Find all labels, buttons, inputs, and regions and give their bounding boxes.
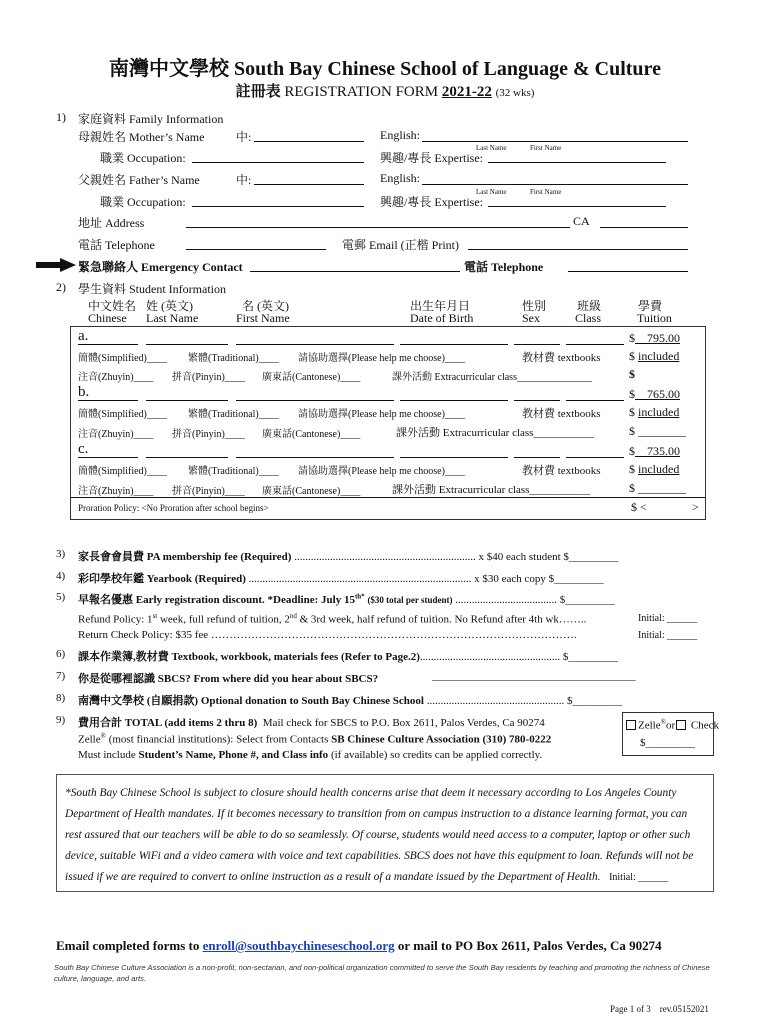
- father-first-name-hint: First Name: [530, 188, 562, 196]
- col-chinese: Chinese: [88, 311, 127, 325]
- father-expertise-field[interactable]: [488, 206, 666, 207]
- must-include-note: Must include Student’s Name, Phone #, and Class info (if available) so credits can be applied correctly.: [78, 749, 543, 761]
- zip-field[interactable]: [600, 227, 688, 228]
- student-b-pinyin[interactable]: 拼音(Pinyin)____: [172, 429, 245, 440]
- student-b-textbooks-amount: $ included: [629, 405, 680, 419]
- student-a-zhuyin[interactable]: 注音(Zhuyin)____: [78, 372, 154, 383]
- student-c-sex-field[interactable]: [514, 457, 560, 458]
- proration-amount-open: $ <: [631, 500, 647, 514]
- section-1-number: 1): [56, 110, 66, 124]
- refund-policy: Refund Policy: 1st week, full refund of tuition, 2nd & 3rd week, half refund of tuition. No Refund after 4th wk……..: [78, 612, 587, 626]
- student-c-textbooks-amount: $ included: [629, 462, 680, 476]
- item-8-donation: 南灣中文學校 (自願捐款) Optional donation to South Bay Chinese School .................................................. $_________: [78, 695, 622, 707]
- email-field[interactable]: [468, 249, 688, 250]
- mother-expertise-field[interactable]: [488, 162, 666, 163]
- section-1-title: 家庭資料 Family Information: [78, 112, 224, 126]
- item-9-total: 費用合計 TOTAL (add items 2 thru 8) Mail check for SBCS to P.O. Box 2611, Palos Verdes, Ca 90274: [78, 717, 545, 729]
- emergency-phone-field[interactable]: [568, 271, 688, 272]
- email-instructions: Email completed forms to enroll@southbaychineseschool.org or mail to PO Box 2611, Palos Verdes, Ca 90274: [56, 938, 662, 953]
- zelle-checkbox[interactable]: [626, 720, 636, 730]
- student-a-sex-field[interactable]: [514, 344, 560, 345]
- form-subtitle: 註冊表 REGISTRATION FORM 2021-22 (32 wks): [235, 84, 535, 100]
- student-a-pinyin[interactable]: 拼音(Pinyin)____: [172, 372, 245, 383]
- state-label: CA: [573, 214, 590, 228]
- item-5-early-discount: 早報名優惠 Early registration discount. *Deadline: July $15^{th*}$ ($30 total per student) ..................................... $_________: [78, 592, 615, 606]
- student-a-dob-field[interactable]: [400, 344, 508, 345]
- address-field[interactable]: [186, 227, 570, 228]
- email-label: 電郵 Email (正楷 Print): [342, 238, 459, 252]
- mother-chinese-label: 中:: [236, 130, 252, 144]
- student-a-extracurricular[interactable]: 課外活動 Extracurricular class_______________: [392, 372, 592, 383]
- father-occupation-label: 職業 Occupation:: [100, 195, 186, 209]
- item-4-number: 4): [56, 570, 66, 582]
- proration-policy: Proration Policy: <No Proration after school begins>: [78, 503, 269, 513]
- col-tuition: Tuition: [637, 311, 672, 325]
- student-c-pinyin[interactable]: 拼音(Pinyin)____: [172, 486, 245, 497]
- student-b-simplified[interactable]: 簡體(Simplified)____: [78, 409, 167, 420]
- mother-expertise-label: 興趣/專長 Expertise:: [380, 151, 483, 165]
- emergency-contact-field[interactable]: [250, 271, 460, 272]
- student-a-textbooks-label: 教材費 textbooks: [522, 352, 601, 364]
- student-c-help-choose[interactable]: 請協助選擇(Please help me choose)____: [298, 466, 465, 477]
- emergency-contact-label: 緊急聯絡人 Emergency Contact: [78, 260, 243, 274]
- father-expertise-label: 興趣/專長 Expertise:: [380, 195, 483, 209]
- student-c-last-field[interactable]: [146, 457, 228, 458]
- student-a-first-field[interactable]: [236, 344, 394, 345]
- student-b-label: b.: [78, 384, 90, 400]
- section-2-number: 2): [56, 280, 66, 294]
- zelle-instructions: Zelle® (most financial institutions): Select from Contacts SB Chinese Culture Association (310) 780-0222: [78, 732, 552, 746]
- student-b-sex-field[interactable]: [514, 400, 560, 401]
- emergency-phone-label: 電話 Telephone: [464, 260, 544, 274]
- col-last-name: Last Name: [146, 311, 199, 325]
- item-7-referral-field[interactable]: _____________________________________: [432, 670, 636, 682]
- student-c-first-field[interactable]: [236, 457, 394, 458]
- student-c-dob-field[interactable]: [400, 457, 508, 458]
- col-chinese-name-cn: 中文姓名: [88, 299, 137, 313]
- father-last-name-hint: Last Name: [476, 188, 507, 196]
- student-b-dob-field[interactable]: [400, 400, 508, 401]
- item-6-number: 6): [56, 648, 66, 660]
- student-a-simplified[interactable]: 簡體(Simplified)____: [78, 353, 167, 364]
- student-b-first-field[interactable]: [236, 400, 394, 401]
- item-3-number: 3): [56, 548, 66, 560]
- check-checkbox[interactable]: [676, 720, 686, 730]
- student-c-traditional[interactable]: 繁體(Traditional)____: [188, 466, 279, 477]
- student-c-tuition: $ 735.00: [629, 444, 680, 458]
- notice-initial[interactable]: Initial: ______: [609, 872, 669, 883]
- student-c-zhuyin[interactable]: 注音(Zhuyin)____: [78, 486, 154, 497]
- table-divider: [70, 497, 706, 498]
- student-a-traditional[interactable]: 繁體(Traditional)____: [188, 353, 279, 364]
- section-2-title: 學生資料 Student Information: [78, 282, 226, 296]
- page-title: 南灣中文學校 South Bay Chinese School of Language & Culture: [109, 58, 661, 80]
- item-4-yearbook: 彩印學校年鑑 Yearbook (Required) ................................................................................. x $30 each copy $_________: [78, 573, 604, 585]
- student-a-last-field[interactable]: [146, 344, 228, 345]
- mother-last-name-hint: Last Name: [476, 144, 507, 152]
- page-number: Page 1 of 3 rev.05152021: [610, 1004, 709, 1014]
- covid-closure-notice: *South Bay Chinese School is subject to closure should health concerns arise that deem it necessary according to Los Angeles County Department of Health mandates. If it becomes necessary to transition from on campus instruction to a distance learning format, you can rest assured that our teachers will be able to do so seamlessly. Of course, students would need access to a computer, laptop or other such device, suitable WiFi and a video camera with voice and text capabilities. SBCS does not have this equipment to loan. Refunds will not be issued if we are required to convert to online instruction as a result of a mandate issued by the Department of Health. Initial: ______: [56, 774, 714, 892]
- mother-occupation-label: 職業 Occupation:: [100, 151, 186, 165]
- telephone-label: 電話 Telephone: [78, 238, 155, 252]
- father-occupation-field[interactable]: [192, 206, 364, 207]
- student-b-cantonese[interactable]: 廣東話(Cantonese)____: [262, 429, 361, 440]
- student-c-class-field[interactable]: [566, 457, 624, 458]
- student-b-chinese-field[interactable]: [78, 400, 138, 401]
- item-8-number: 8): [56, 692, 66, 704]
- student-b-help-choose[interactable]: 請協助選擇(Please help me choose)____: [298, 409, 465, 420]
- return-check-initial[interactable]: Initial: ______: [638, 630, 698, 641]
- student-b-traditional[interactable]: 繁體(Traditional)____: [188, 409, 279, 420]
- student-a-textbooks-amount: $ included: [629, 349, 680, 363]
- father-english-field[interactable]: [422, 184, 688, 185]
- col-sex-cn: 性別: [522, 299, 547, 313]
- return-check-policy: Return Check Policy: $35 fee ……………………………………………………………………………………….: [78, 629, 577, 641]
- mother-name-label: 母親姓名 Mother’s Name: [78, 130, 205, 144]
- col-first-name-cn: 名 (英文): [242, 299, 289, 313]
- father-name-label: 父親姓名 Father’s Name: [78, 173, 200, 187]
- col-class-cn: 班級: [577, 299, 602, 313]
- student-a-class-field[interactable]: [566, 344, 624, 345]
- payment-method-options: Zelle®or Check: [626, 718, 719, 732]
- proration-amount-close: >: [692, 500, 699, 514]
- student-c-extracurricular[interactable]: 課外活動 Extracurricular class___________: [392, 484, 590, 496]
- item-5-number: 5): [56, 591, 66, 603]
- refund-initial[interactable]: Initial: ______: [638, 613, 698, 624]
- footer-mission-statement: South Bay Chinese Culture Association is a non-profit, non-sectarian, and non-political organization committed to serve the South Bay residents by teaching and promoting the richness of Chinese culture, language, and arts.: [54, 963, 710, 983]
- address-label: 地址 Address: [78, 216, 145, 230]
- item-3-membership: 家長會會員費 PA membership fee (Required) .................................................................. x $40 each student $_________: [78, 551, 619, 563]
- student-a-cantonese[interactable]: 廣東話(Cantonese)____: [262, 372, 361, 383]
- student-b-zhuyin[interactable]: 注音(Zhuyin)____: [78, 429, 154, 440]
- father-english-label: English:: [380, 171, 421, 185]
- item-9-number: 9): [56, 714, 66, 726]
- enroll-email-link[interactable]: enroll@southbaychineseschool.org: [202, 938, 395, 953]
- item-6-textbook-fees: 課本作業簿,教材費 Textbook, workbook, materials fees (Refer to Page.2)................................................... $_________: [78, 651, 618, 663]
- mother-english-label: English:: [380, 128, 421, 142]
- student-b-class-field[interactable]: [566, 400, 624, 401]
- col-sex: Sex: [522, 311, 540, 325]
- telephone-field[interactable]: [186, 249, 326, 250]
- col-tuition-cn: 學費: [638, 299, 663, 313]
- student-c-cantonese[interactable]: 廣東話(Cantonese)____: [262, 486, 361, 497]
- mother-occupation-field[interactable]: [192, 162, 364, 163]
- student-b-tuition: $ 765.00: [629, 387, 680, 401]
- student-b-extracurricular[interactable]: 課外活動 Extracurricular class___________: [396, 427, 594, 439]
- col-first-name: First Name: [236, 311, 290, 325]
- student-a-chinese-field[interactable]: [78, 344, 138, 345]
- student-c-simplified[interactable]: 簡體(Simplified)____: [78, 466, 167, 477]
- mother-chinese-field[interactable]: [254, 141, 364, 142]
- student-c-textbooks-label: 教材費 textbooks: [522, 465, 601, 477]
- item-7-referral: 你是從哪裡認識 SBCS? From where did you hear about SBCS?: [78, 673, 379, 685]
- col-last-name-cn: 姓 (英文): [146, 299, 193, 313]
- arrow-right-icon: [36, 258, 76, 272]
- student-b-textbooks-label: 教材費 textbooks: [522, 408, 601, 420]
- mother-first-name-hint: First Name: [530, 144, 562, 152]
- student-c-extra-amount: $ ________: [629, 481, 686, 495]
- student-c-label: c.: [78, 441, 89, 457]
- student-a-help-choose[interactable]: 請協助選擇(Please help me choose)____: [298, 353, 465, 364]
- student-a-tuition: $ 795.00: [629, 331, 680, 345]
- student-a-extra-amount: $: [629, 367, 635, 381]
- col-dob-cn: 出生年月日: [410, 299, 471, 313]
- student-a-label: a.: [78, 328, 89, 344]
- col-class: Class: [575, 311, 602, 325]
- student-c-chinese-field[interactable]: [78, 457, 138, 458]
- student-b-extra-amount: $ ________: [629, 424, 686, 438]
- item-7-number: 7): [56, 670, 66, 682]
- father-chinese-field[interactable]: [254, 184, 364, 185]
- father-chinese-label: 中:: [236, 173, 252, 187]
- total-amount-field[interactable]: $_________: [640, 737, 695, 749]
- mother-english-field[interactable]: [422, 141, 688, 142]
- col-dob: Date of Birth: [410, 311, 474, 325]
- student-b-last-field[interactable]: [146, 400, 228, 401]
